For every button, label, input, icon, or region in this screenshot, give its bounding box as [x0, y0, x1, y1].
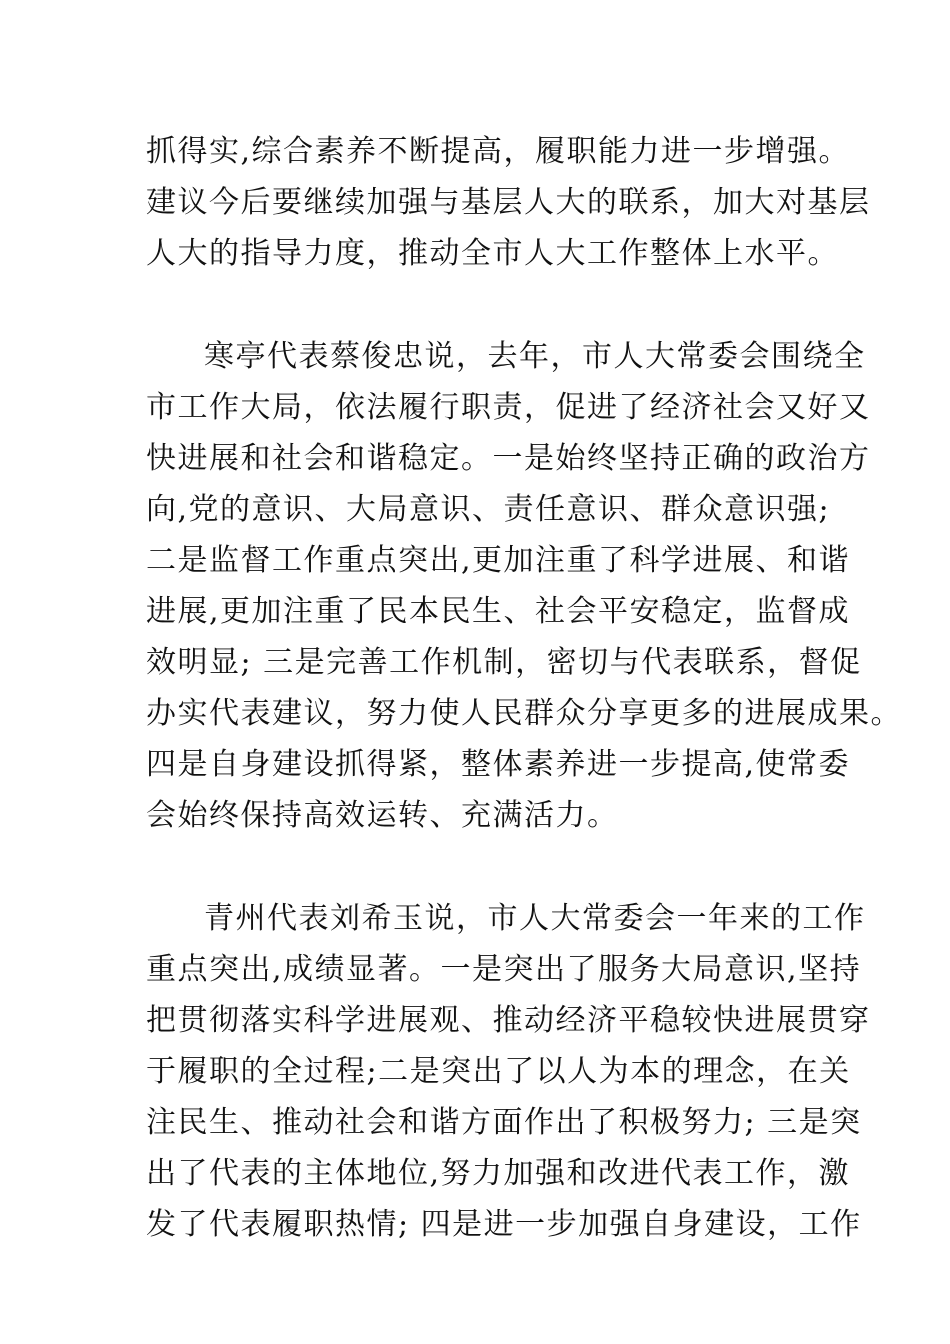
text-line: 办实代表建议，努力使人民群众分享更多的进展成果。: [146, 696, 902, 731]
text-line: 进展,更加注重了民本民生、社会平安稳定，监督成: [146, 594, 851, 629]
text-line: 青州代表刘希玉说，市人大常委会一年来的工作: [204, 901, 866, 936]
text-line: 二是监督工作重点突出,更加注重了科学进展、和谐: [146, 543, 851, 578]
text-line: 抓得实,综合素养不断提高，履职能力进一步增强。: [146, 134, 851, 169]
text-line: 快进展和社会和谐稳定。一是始终坚持正确的政治方: [146, 441, 871, 476]
text-line: 于履职的全过程;二是突出了以人为本的理念，在关: [146, 1054, 851, 1089]
text-line: 出了代表的主体地位,努力加强和改进代表工作，激: [146, 1156, 851, 1191]
text-line: 人大的指导力度，推动全市人大工作整体上水平。: [146, 236, 839, 271]
text-line: 建议今后要继续加强与基层人大的联系，加大对基层: [146, 185, 871, 220]
text-line: 向,党的意识、大局意识、责任意识、群众意识强;: [146, 492, 831, 527]
text-line: 注民生、推动社会和谐方面作出了积极努力; 三是突: [146, 1105, 862, 1140]
text-line: 四是自身建设抓得紧，整体素养进一步提高,使常委: [146, 747, 851, 782]
paragraph-spacer: [146, 279, 826, 331]
body-text: [146, 126, 902, 1250]
paragraph-spacer: [146, 841, 826, 893]
text-line: 市工作大局，依法履行职责，促进了经济社会又好又: [146, 390, 871, 425]
text-line: 发了代表履职热情; 四是进一步加强自身建设，工作: [146, 1207, 862, 1242]
text-line: 会始终保持高效运转、充满活力。: [146, 798, 619, 833]
text-line: 效明显; 三是完善工作机制，密切与代表联系，督促: [146, 645, 862, 680]
paragraph-1: [146, 126, 871, 279]
paragraph-3: [146, 893, 871, 1250]
text-line: 重点突出,成绩显著。一是突出了服务大局意识,坚持: [146, 952, 862, 987]
text-line: 寒亭代表蔡俊忠说，去年，市人大常委会围绕全: [204, 339, 866, 374]
paragraph-2: [146, 331, 902, 841]
text-line: 把贯彻落实科学进展观、推动经济平稳较快进展贯穿: [146, 1003, 871, 1038]
